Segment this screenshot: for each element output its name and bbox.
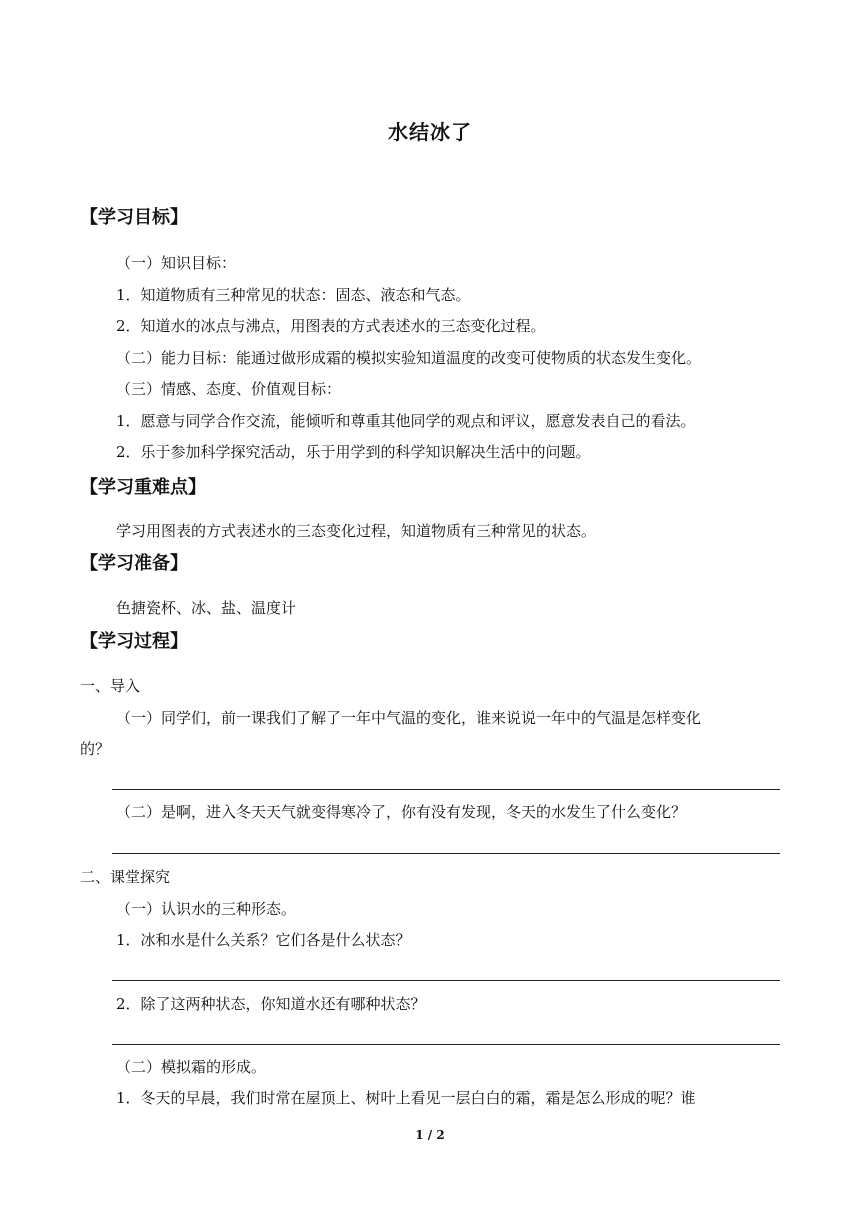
part1-question-1: （一）同学们，前一课我们了解了一年中气温的变化，谁来说说一年中的气温是怎样变化 [116,709,702,727]
goal-line: 1．愿意与同学合作交流，能倾听和尊重其他同学的观点和评议，愿意发表自己的看法。 [116,412,696,430]
goal-line: （二）能力目标：能通过做形成霜的模拟实验知道温度的改变可使物质的状态发生变化。 [116,349,702,367]
part2-question-2: 2．除了这两种状态，你知道水还有哪种状态？ [116,995,426,1013]
answer-line[interactable] [112,980,780,981]
preparation-text: 色搪瓷杯、冰、盐、温度计 [116,599,297,617]
part1-title: 一、导入 [80,677,141,695]
part1-question-2: （二）是啊，进入冬天天气就变得寒冷了，你有没有发现，冬天的水发生了什么变化？ [116,803,687,821]
key-points-text: 学习用图表的方式表述水的三态变化过程，知道物质有三种常见的状态。 [116,522,597,540]
answer-line[interactable] [112,1044,780,1045]
part2-question-1: 1．冰和水是什么关系？它们各是什么状态？ [116,931,411,949]
section-heading-goals: 【学习目标】 [80,207,188,228]
answer-line[interactable] [112,789,780,790]
part1-question-1-continued: 的？ [80,740,111,758]
section-heading-process: 【学习过程】 [80,631,188,652]
goal-line: 2．知道水的冰点与沸点，用图表的方式表述水的三态变化过程。 [116,317,546,335]
answer-line[interactable] [112,853,780,854]
goal-line: 2．乐于参加科学探究活动，乐于用学到的科学知识解决生活中的问题。 [116,443,591,461]
section-heading-preparation: 【学习准备】 [80,553,188,574]
goal-line: 1．知道物质有三种常见的状态：固态、液态和气态。 [116,286,471,304]
document-title: 水结冰了 [388,120,472,144]
part2-question-3: 1．冬天的早晨，我们时常在屋顶上、树叶上看见一层白白的霜，霜是怎么形成的呢？谁 [116,1089,696,1107]
part2-title: 二、课堂探究 [80,868,171,886]
goal-line: （三）情感、态度、价值观目标： [116,380,342,398]
section-heading-key-points: 【学习重难点】 [80,477,206,498]
goal-line: （一）知识目标： [116,254,237,272]
part2-subheading-1: （一）认识水的三种形态。 [116,900,297,918]
page-number: 1 / 2 [415,1128,445,1142]
part2-subheading-2: （二）模拟霜的形成。 [116,1058,267,1076]
